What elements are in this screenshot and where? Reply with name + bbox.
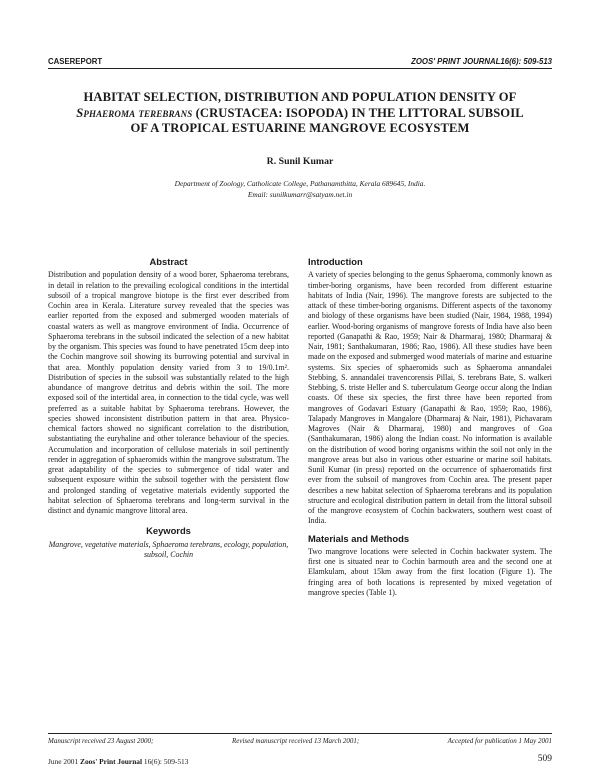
keywords-text: Mangrove, vegetative materials, Sphaeroma terebrans, ecology, population, subsoil, Cochin (48, 539, 289, 559)
revised-date: Revised manuscript received 13 March 2001; (232, 737, 360, 745)
journal-reference: ZOOS' PRINT JOURNAL16(6): 509-513 (411, 57, 552, 66)
department: Department of Zoology, Catholicate College, Pathanamthitta, Kerala 689645, India. (174, 179, 426, 188)
section-label: CASEREPORT (48, 57, 103, 66)
author-name: R. Sunil Kumar (266, 156, 334, 167)
received-date: Manuscript received 23 August 2000; (48, 737, 154, 745)
manuscript-dates (48, 733, 552, 747)
page-number: 509 (537, 754, 552, 764)
email: Email: sunilkumarr@satyam.net.in (247, 189, 353, 199)
keywords-heading: Keywords (146, 525, 191, 537)
footer-volume: 16(6): 509-513 (142, 757, 189, 766)
footer-journal-name: Zoos' Print Journal (80, 757, 143, 766)
abstract-heading: Abstract (149, 256, 188, 267)
running-header (48, 56, 552, 69)
title-line-2-rest: (CRUSTACEA: ISOPODA) IN THE LITTORAL SUBSOIL (192, 105, 524, 120)
affiliation (48, 179, 552, 200)
title-line-3: OF A TROPICAL ESTUARINE MANGROVE ECOSYSTEM (130, 121, 470, 135)
title-line-1: HABITAT SELECTION, DISTRIBUTION AND POPULATION DENSITY OF (83, 90, 517, 104)
title-species: Sphaeroma terebrans (76, 105, 193, 120)
article-title (48, 90, 552, 137)
left-column (48, 257, 289, 560)
footer-issue: June 2001 (48, 757, 79, 766)
accepted-date: Accepted for publication 1 May 2001 (447, 737, 552, 745)
methods-heading: Materials and Methods (308, 532, 410, 544)
methods-text: Two mangrove locations were selected in Cochin backwater system. The first one is situated near to Cochin barmouth area and the second one at Elamkulam, about 15km away from the first location (Figure 1). The fringing area of both locations is represented by mixed vegetation of mangrove species (Table 1). (308, 546, 552, 597)
introduction-text: A variety of species belonging to the genus Sphaeroma, commonly known as timber-boring organisms, have been recorded from different estuarine habitats of India (Nair, 1996). The mangrove forests are subjected to the attack of these timber-boring organisms. Different aspects of the taxonomy and biology of these organisms have been studied (Nair, 1984, 1988, 1994) earlier. Wood-boring organisms of mangrove forests of India have also been reported (Ganapathi & Rao, 1959; Nair & Dharmaraj, 1980; Dharmaraj & Nair, 1981; Santhakumaran, 1986; Rao, 1986). All these studies have been made on the exposed and submerged wood materials of marine and estuarine systems. Six species of sphaeromids such as Sphaeroma annandalei Stebbing, S. annandalei travencorensis Pillai, S. terebrans Bate, S. walkeri Stebbing, S. triste Heller and S. tuberculatum George occur along the Indian coasts. Of these six species, the first three have been reported from mangroves of Godavari Estuary (Ganapathi & Rao, 1959; Rao, 1986), Talapady Mangroves in Mangalore (Dharmaraj & Nair, 1981), Pichavaram Magroves (Nair & Dharmaraj, 1980) and mangroves of Goa (Santhakumaran, 1986) along the Indian coast. No information is available on the distribution of wood boring organisms within the soil not only in the mangrove areas but also in various other estuarine or marine soil habitats. Sunil Kumar (in press) reported on the occurrence of sphaeromatids first ever from the subsoil of mangroves from Cochin area. The present paper describes a new habitat selection of Sphaeroma terebrans and its population structure and ecological distribution pattern in detail from the littoral subsoil of the mangrove ecosystem of Cochin backwaters, southern west coast of India. (308, 270, 552, 526)
introduction-heading: Introduction (308, 256, 363, 267)
abstract-text: Distribution and population density of a wood borer, Sphaeroma terebrans, in detail in relation to the prevailing ecological conditions in the intertidal subsoil of a tropical mangrove biotope is the first ever described from Cochin area in Kerala. Literature survey revealed that the species was earlier reported from the exposed and submerged wooden materials of coastal waters as well as mangrove environment of India. Occurrence of Sphaeroma terebrans in the subsoil indicated the selection of a new habitat by the organism. This species was found to have penetrated 15cm deep into the Cochin mangrove soil showing its burrowing potential and survival in that area. Monthly population density varied from 3 to 19/0.1m². Distribution of species in the subsoil was substantially related to the high abundance of mangrove detritus and debris within the soil. The more exposed soil of the intertidal area, in connection to the tidal cycle, was well preferred as a suitable habitat by Sphaeroma terebrans. However, the species showed inconsistent distribution pattern in that area. Physico-chemical factors showed no significant correlation to the distribution, substantiating the euryhaline and other tolerance behaviour of the species. Accumulation and incorporation of cellulose materials in soil pertinently render in aggregation of sphaeromids within the mangrove substratum. The great adaptability of the species to submergence of tidal water and subsequent exposure within the subsoil together with the persistent flow and prolonged standing of vegetative materials evidently supported the habitat selection of Sphaeroma terebrans and long-term survival in the distinct and dynamic mangrove littoral area. (48, 270, 289, 515)
title-line-2 (48, 106, 552, 122)
footer-citation (48, 757, 188, 766)
right-column (308, 257, 552, 598)
